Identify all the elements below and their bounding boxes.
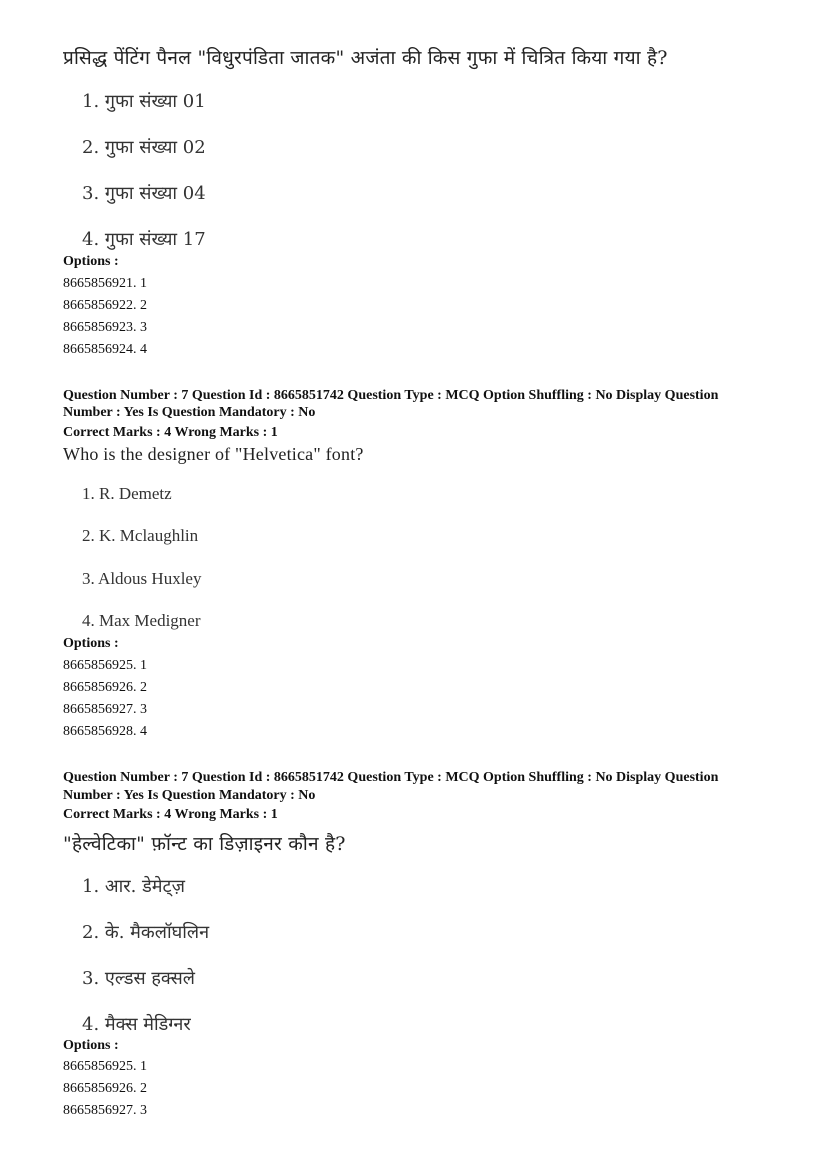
q6-question-text: प्रसिद्ध पेंटिंग पैनल "विधुरपंडिता जातक" अजंता की किस गुफा में चित्रित किया गया है? [63, 47, 668, 69]
q6-choice-3: 3. गुफा संख्या 04 [82, 183, 206, 204]
q7-en-option-id-3: 8665856927. 3 [63, 702, 147, 717]
q7-en-choice-4: 4. Max Medigner [82, 611, 201, 630]
q7-hi-marks: Correct Marks : 4 Wrong Marks : 1 [63, 807, 278, 822]
q7-en-choice-1: 1. R. Demetz [82, 484, 172, 503]
q7-en-option-id-1: 8665856925. 1 [63, 658, 147, 673]
q7-hi-option-id-3: 8665856927. 3 [63, 1103, 147, 1118]
q7-hi-choice-2: 2. के. मैकलॉघलिन [82, 922, 210, 943]
q7-en-options-label: Options : [63, 636, 119, 651]
q7-hi-meta-line2: Number : Yes Is Question Mandatory : No [63, 788, 316, 803]
q7-en-choice-2: 2. K. Mclaughlin [82, 526, 199, 545]
q7-en-meta-line2: Number : Yes Is Question Mandatory : No [63, 405, 316, 420]
q7-hi-choice-3: 3. एल्डस हक्सले [82, 968, 196, 989]
q7-hi-meta-line1: Question Number : 7 Question Id : 8665851742 Question Type : MCQ Option Shuffling : No Display Question [63, 770, 719, 785]
q6-option-id-3: 8665856923. 3 [63, 320, 147, 335]
q7-hi-option-id-1: 8665856925. 1 [63, 1059, 147, 1074]
q7-en-option-id-4: 8665856928. 4 [63, 724, 147, 739]
q7-hi-option-id-2: 8665856926. 2 [63, 1081, 147, 1096]
q6-option-id-1: 8665856921. 1 [63, 276, 147, 291]
q7-en-option-id-2: 8665856926. 2 [63, 680, 147, 695]
q6-choice-1: 1. गुफा संख्या 01 [82, 91, 206, 112]
q7-hi-options-label: Options : [63, 1038, 119, 1053]
q7-hi-question-text: "हेल्वेटिका" फ़ॉन्ट का डिज़ाइनर कौन है? [63, 833, 346, 855]
q7-hi-choice-1: 1. आर. डेमेट्ज़ [82, 876, 185, 897]
q7-en-choice-3: 3. Aldous Huxley [82, 569, 202, 588]
q6-option-id-2: 8665856922. 2 [63, 298, 147, 313]
q6-choice-4: 4. गुफा संख्या 17 [82, 229, 206, 250]
q7-en-marks: Correct Marks : 4 Wrong Marks : 1 [63, 425, 278, 440]
q7-en-meta-line1: Question Number : 7 Question Id : 8665851742 Question Type : MCQ Option Shuffling : No Display Question [63, 388, 719, 403]
q6-option-id-4: 8665856924. 4 [63, 342, 147, 357]
q6-options-label: Options : [63, 254, 119, 269]
q7-en-question-text: Who is the designer of "Helvetica" font? [63, 444, 364, 464]
q6-choice-2: 2. गुफा संख्या 02 [82, 137, 206, 158]
q7-hi-choice-4: 4. मैक्स मेडिग्नर [82, 1014, 191, 1035]
